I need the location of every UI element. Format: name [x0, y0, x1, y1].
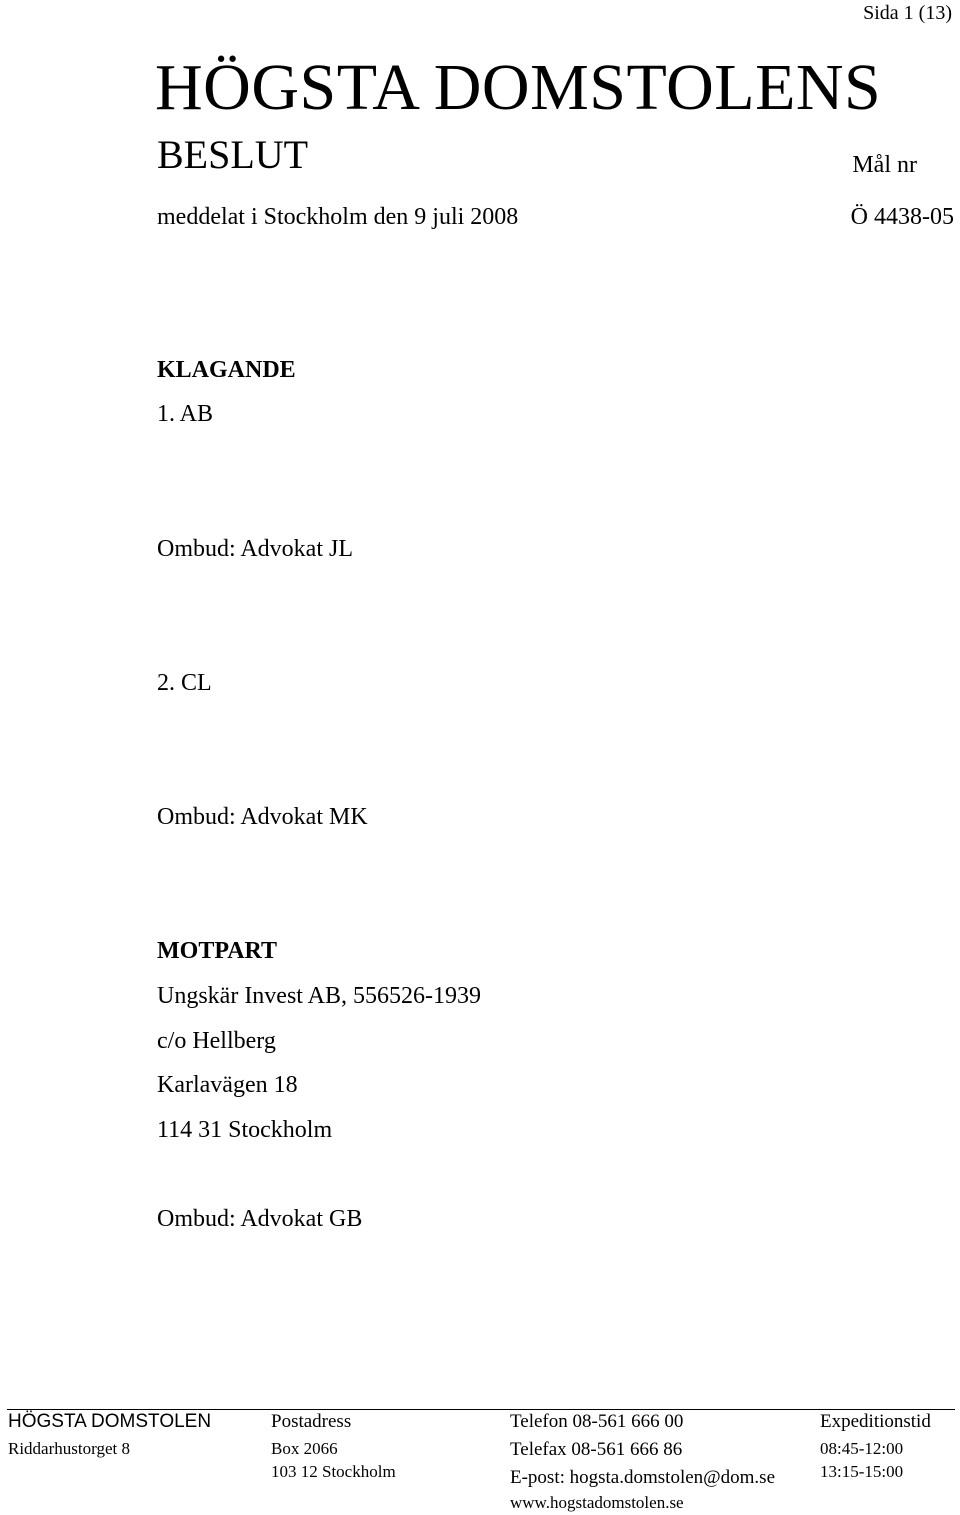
footer-court-name: HÖGSTA DOMSTOLEN: [8, 1411, 212, 1432]
appellant-1: 1. AB: [157, 401, 214, 427]
footer-divider: [7, 1409, 955, 1410]
case-number: Ö 4438-05: [850, 204, 954, 230]
footer-hours-morning: 08:45-12:00: [820, 1439, 904, 1458]
respondent-city: 114 31 Stockholm: [157, 1117, 333, 1143]
respondent-heading: MOTPART: [157, 938, 278, 964]
footer-postal-city: 103 12 Stockholm: [271, 1462, 396, 1481]
document-type: BESLUT: [157, 132, 309, 177]
footer-fax: Telefax 08-561 666 86: [510, 1439, 683, 1460]
footer-hours-afternoon: 13:15-15:00: [820, 1462, 904, 1481]
footer-hours-label: Expeditionstid: [820, 1411, 931, 1432]
respondent-counsel: Ombud: Advokat GB: [157, 1206, 363, 1232]
footer-email[interactable]: E-post: hogsta.domstolen@dom.se: [510, 1467, 776, 1488]
issued-date: meddelat i Stockholm den 9 juli 2008: [157, 204, 519, 230]
footer-postal-label: Postadress: [271, 1411, 352, 1432]
page-number: Sida 1 (13): [863, 2, 952, 24]
respondent-co: c/o Hellberg: [157, 1028, 276, 1054]
respondent-name: Ungskär Invest AB, 556526-1939: [157, 983, 481, 1009]
court-title: HÖGSTA DOMSTOLENS: [155, 51, 882, 124]
footer-postal-box: Box 2066: [271, 1439, 338, 1458]
footer-website[interactable]: www.hogstadomstolen.se: [510, 1493, 684, 1512]
respondent-street: Karlavägen 18: [157, 1072, 298, 1098]
appellant-1-counsel: Ombud: Advokat JL: [157, 536, 353, 562]
footer-street: Riddarhustorget 8: [8, 1439, 130, 1458]
appellants-heading: KLAGANDE: [157, 357, 296, 383]
appellant-2-counsel: Ombud: Advokat MK: [157, 804, 368, 830]
case-number-label: Mål nr: [852, 152, 917, 178]
footer-phone: Telefon 08-561 666 00: [510, 1411, 684, 1432]
appellant-2: 2. CL: [157, 670, 212, 696]
